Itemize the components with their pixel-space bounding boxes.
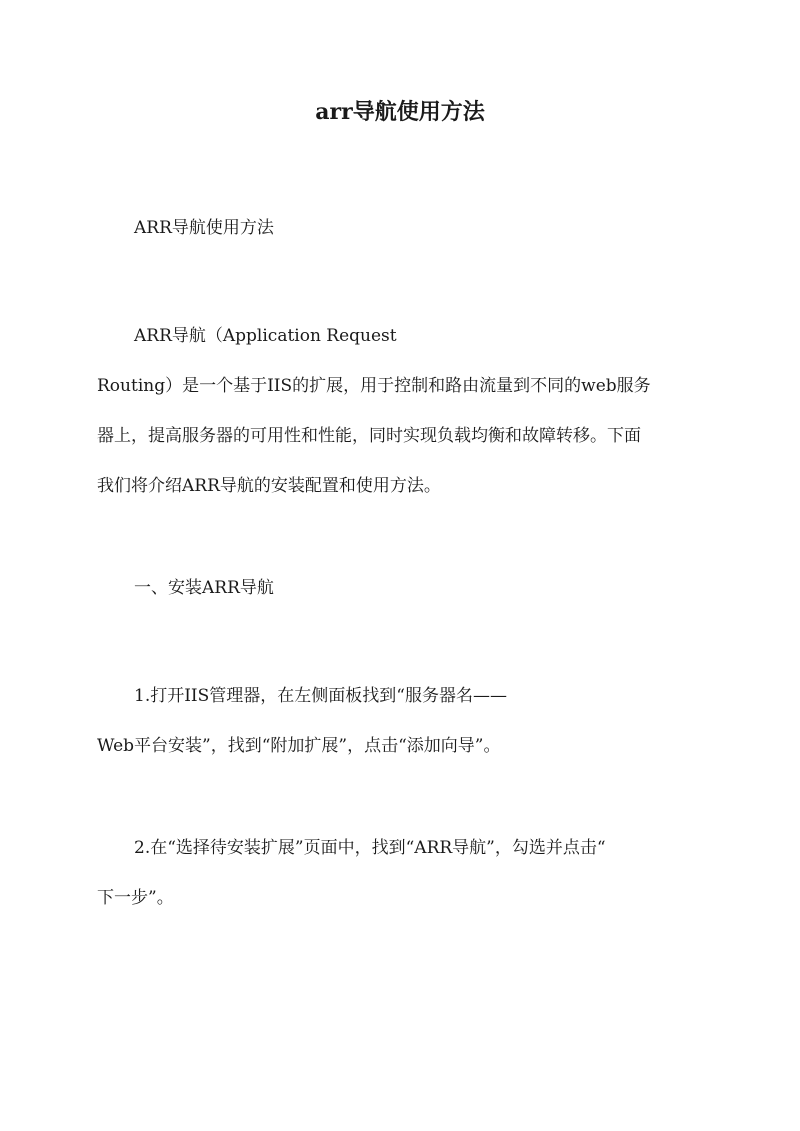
- step2-line-1: 2.在“选择待安装扩展”页面中，找到“ARR导航”，勾选并点击“: [134, 838, 606, 858]
- step1-line-1: 1.打开IIS管理器，在左侧面板找到“服务器名——: [134, 686, 507, 706]
- intro-line-3: 器上，提高服务器的可用性和性能，同时实现负载均衡和故障转移。下面: [97, 426, 641, 446]
- step1-line-2: Web平台安装”，找到“附加扩展”，点击“添加向导”。: [97, 736, 501, 756]
- intro-line-4: 我们将介绍ARR导航的安装配置和使用方法。: [97, 476, 441, 496]
- step2-line-2: 下一步”。: [97, 888, 174, 908]
- intro-line-1: ARR导航（Application Request: [134, 326, 397, 346]
- intro-line-2: Routing）是一个基于IIS的扩展，用于控制和路由流量到不同的web服务: [97, 376, 651, 396]
- heading-text: ARR导航使用方法: [134, 218, 274, 238]
- section-heading: 一、安装ARR导航: [134, 578, 274, 598]
- document-title: arr导航使用方法: [315, 99, 485, 125]
